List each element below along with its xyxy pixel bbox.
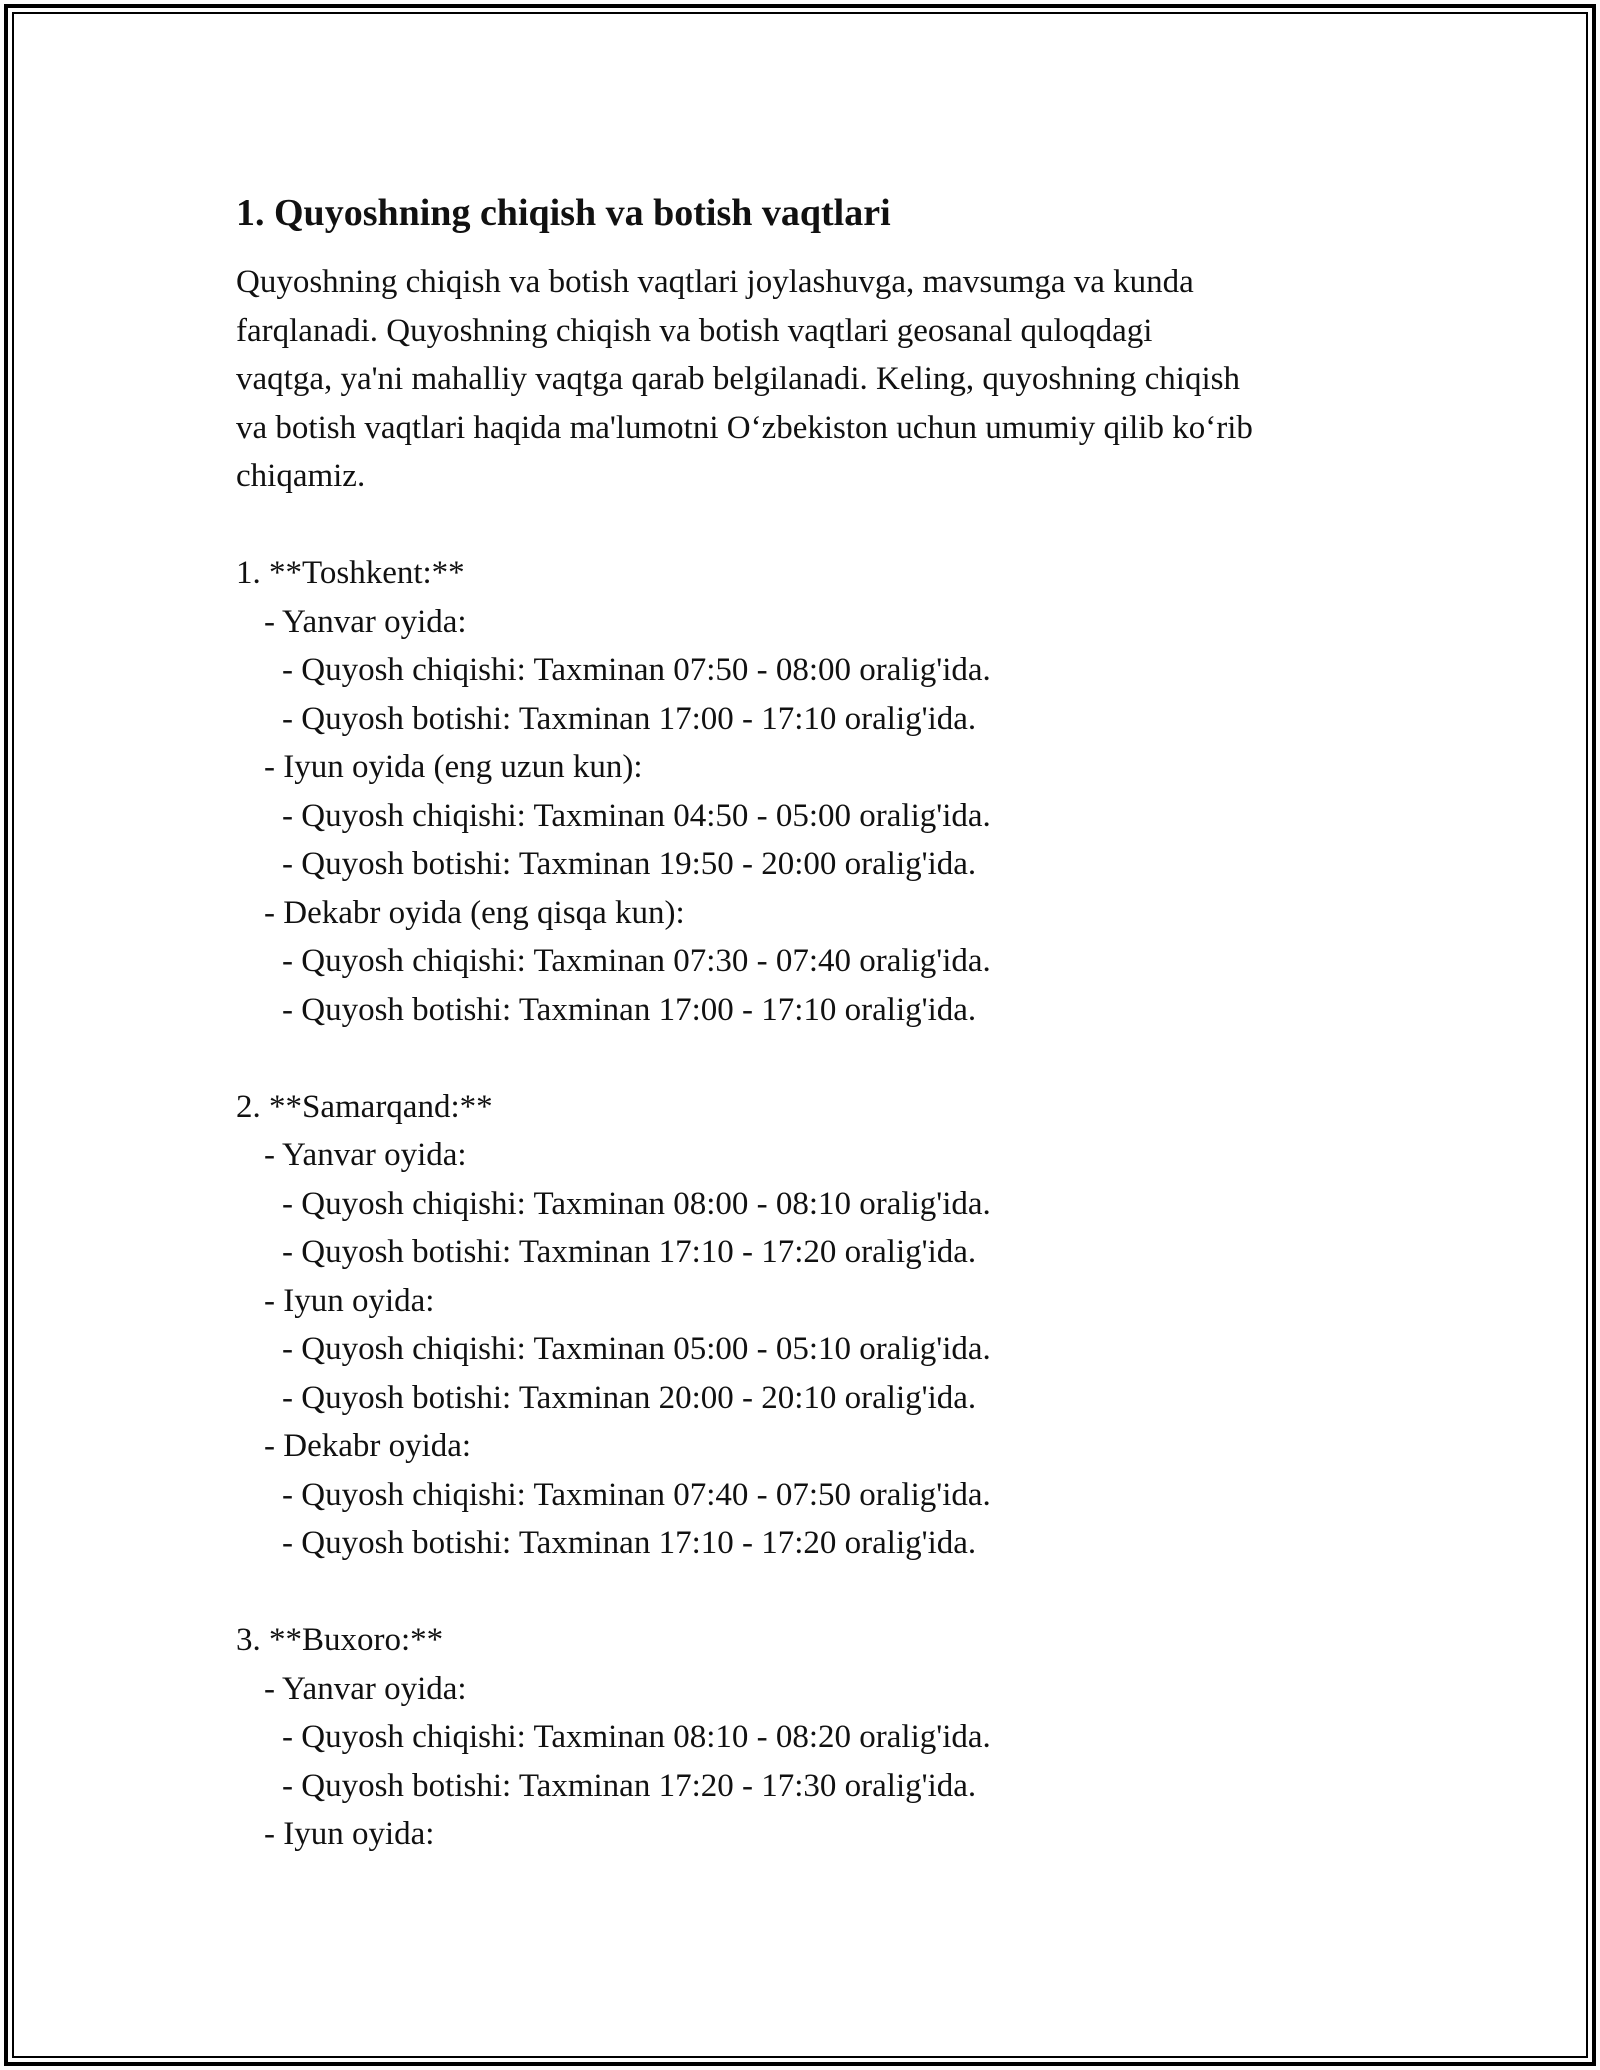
intro-line: chiqamiz. [236, 458, 366, 494]
month-label: - Iyun oyida: [264, 1816, 435, 1852]
document-body [236, 184, 1386, 1859]
sunset-line: - Quyosh botishi: Taxminan 17:10 - 17:20 oralig'ida. [282, 1234, 977, 1270]
month-label: - Yanvar oyida: [264, 603, 467, 640]
city-title: 2. **Samarqand:** [236, 1088, 493, 1125]
city-block-buxoro [236, 1616, 1386, 1859]
intro-line: farqlanadi. Quyoshning chiqish va botish vaqtlari geosanal quloqdagi [236, 312, 1153, 349]
sunrise-line: - Quyosh chiqishi: Taxminan 04:50 - 05:00 oralig'ida. [282, 797, 991, 834]
sunrise-line: - Quyosh chiqishi: Taxminan 07:40 - 07:50 oralig'ida. [282, 1476, 991, 1513]
sunset-line: - Quyosh botishi: Taxminan 17:00 - 17:10 oralig'ida. [282, 991, 977, 1028]
month-label: - Dekabr oyida: [264, 1428, 472, 1464]
sunrise-line: - Quyosh chiqishi: Taxminan 07:30 - 07:40 oralig'ida. [282, 943, 991, 979]
sunset-line: - Quyosh botishi: Taxminan 19:50 - 20:00 oralig'ida. [282, 846, 977, 882]
month-label: - Iyun oyida: [264, 1282, 435, 1319]
month-label: - Dekabr oyida (eng qisqa kun): [264, 894, 685, 931]
section-heading: 1. Quyoshning chiqish va botish vaqtlari [236, 192, 891, 234]
sunset-line: - Quyosh botishi: Taxminan 17:00 - 17:10 oralig'ida. [282, 700, 977, 737]
city-block-samarqand [236, 1083, 1386, 1568]
city-title: 3. **Buxoro:** [236, 1622, 444, 1658]
sunset-line: - Quyosh botishi: Taxminan 17:20 - 17:30 oralig'ida. [282, 1767, 977, 1804]
city-title: 1. **Toshkent:** [236, 555, 465, 591]
month-label: - Yanvar oyida: [264, 1670, 467, 1707]
sunset-line: - Quyosh botishi: Taxminan 17:10 - 17:20 oralig'ida. [282, 1525, 977, 1561]
blank-line [236, 1568, 1386, 1617]
sunrise-line: - Quyosh chiqishi: Taxminan 08:10 - 08:20 oralig'ida. [282, 1719, 991, 1755]
sunrise-line: - Quyosh chiqishi: Taxminan 08:00 - 08:10 oralig'ida. [282, 1185, 991, 1222]
intro-line: vaqtga, ya'ni mahalliy vaqtga qarab belgilanadi. Keling, quyoshning chiqish [236, 361, 1240, 397]
intro-line: va botish vaqtlari haqida ma'lumotni O‘zbekiston uchun umumiy qilib ko‘rib [236, 409, 1253, 446]
intro-line: Quyoshning chiqish va botish vaqtlari joylashuvga, mavsumga va kunda [236, 264, 1194, 300]
month-label: - Iyun oyida (eng uzun kun): [264, 749, 643, 785]
sunrise-line: - Quyosh chiqishi: Taxminan 07:50 - 08:00 oralig'ida. [282, 652, 991, 688]
city-block-toshkent [236, 549, 1386, 1034]
blank-line [236, 1034, 1386, 1083]
sunset-line: - Quyosh botishi: Taxminan 20:00 - 20:10 oralig'ida. [282, 1379, 977, 1416]
intro-paragraph [236, 258, 1386, 501]
month-label: - Yanvar oyida: [264, 1137, 467, 1173]
blank-line [236, 501, 1386, 550]
sunrise-line: - Quyosh chiqishi: Taxminan 05:00 - 05:10 oralig'ida. [282, 1331, 991, 1367]
